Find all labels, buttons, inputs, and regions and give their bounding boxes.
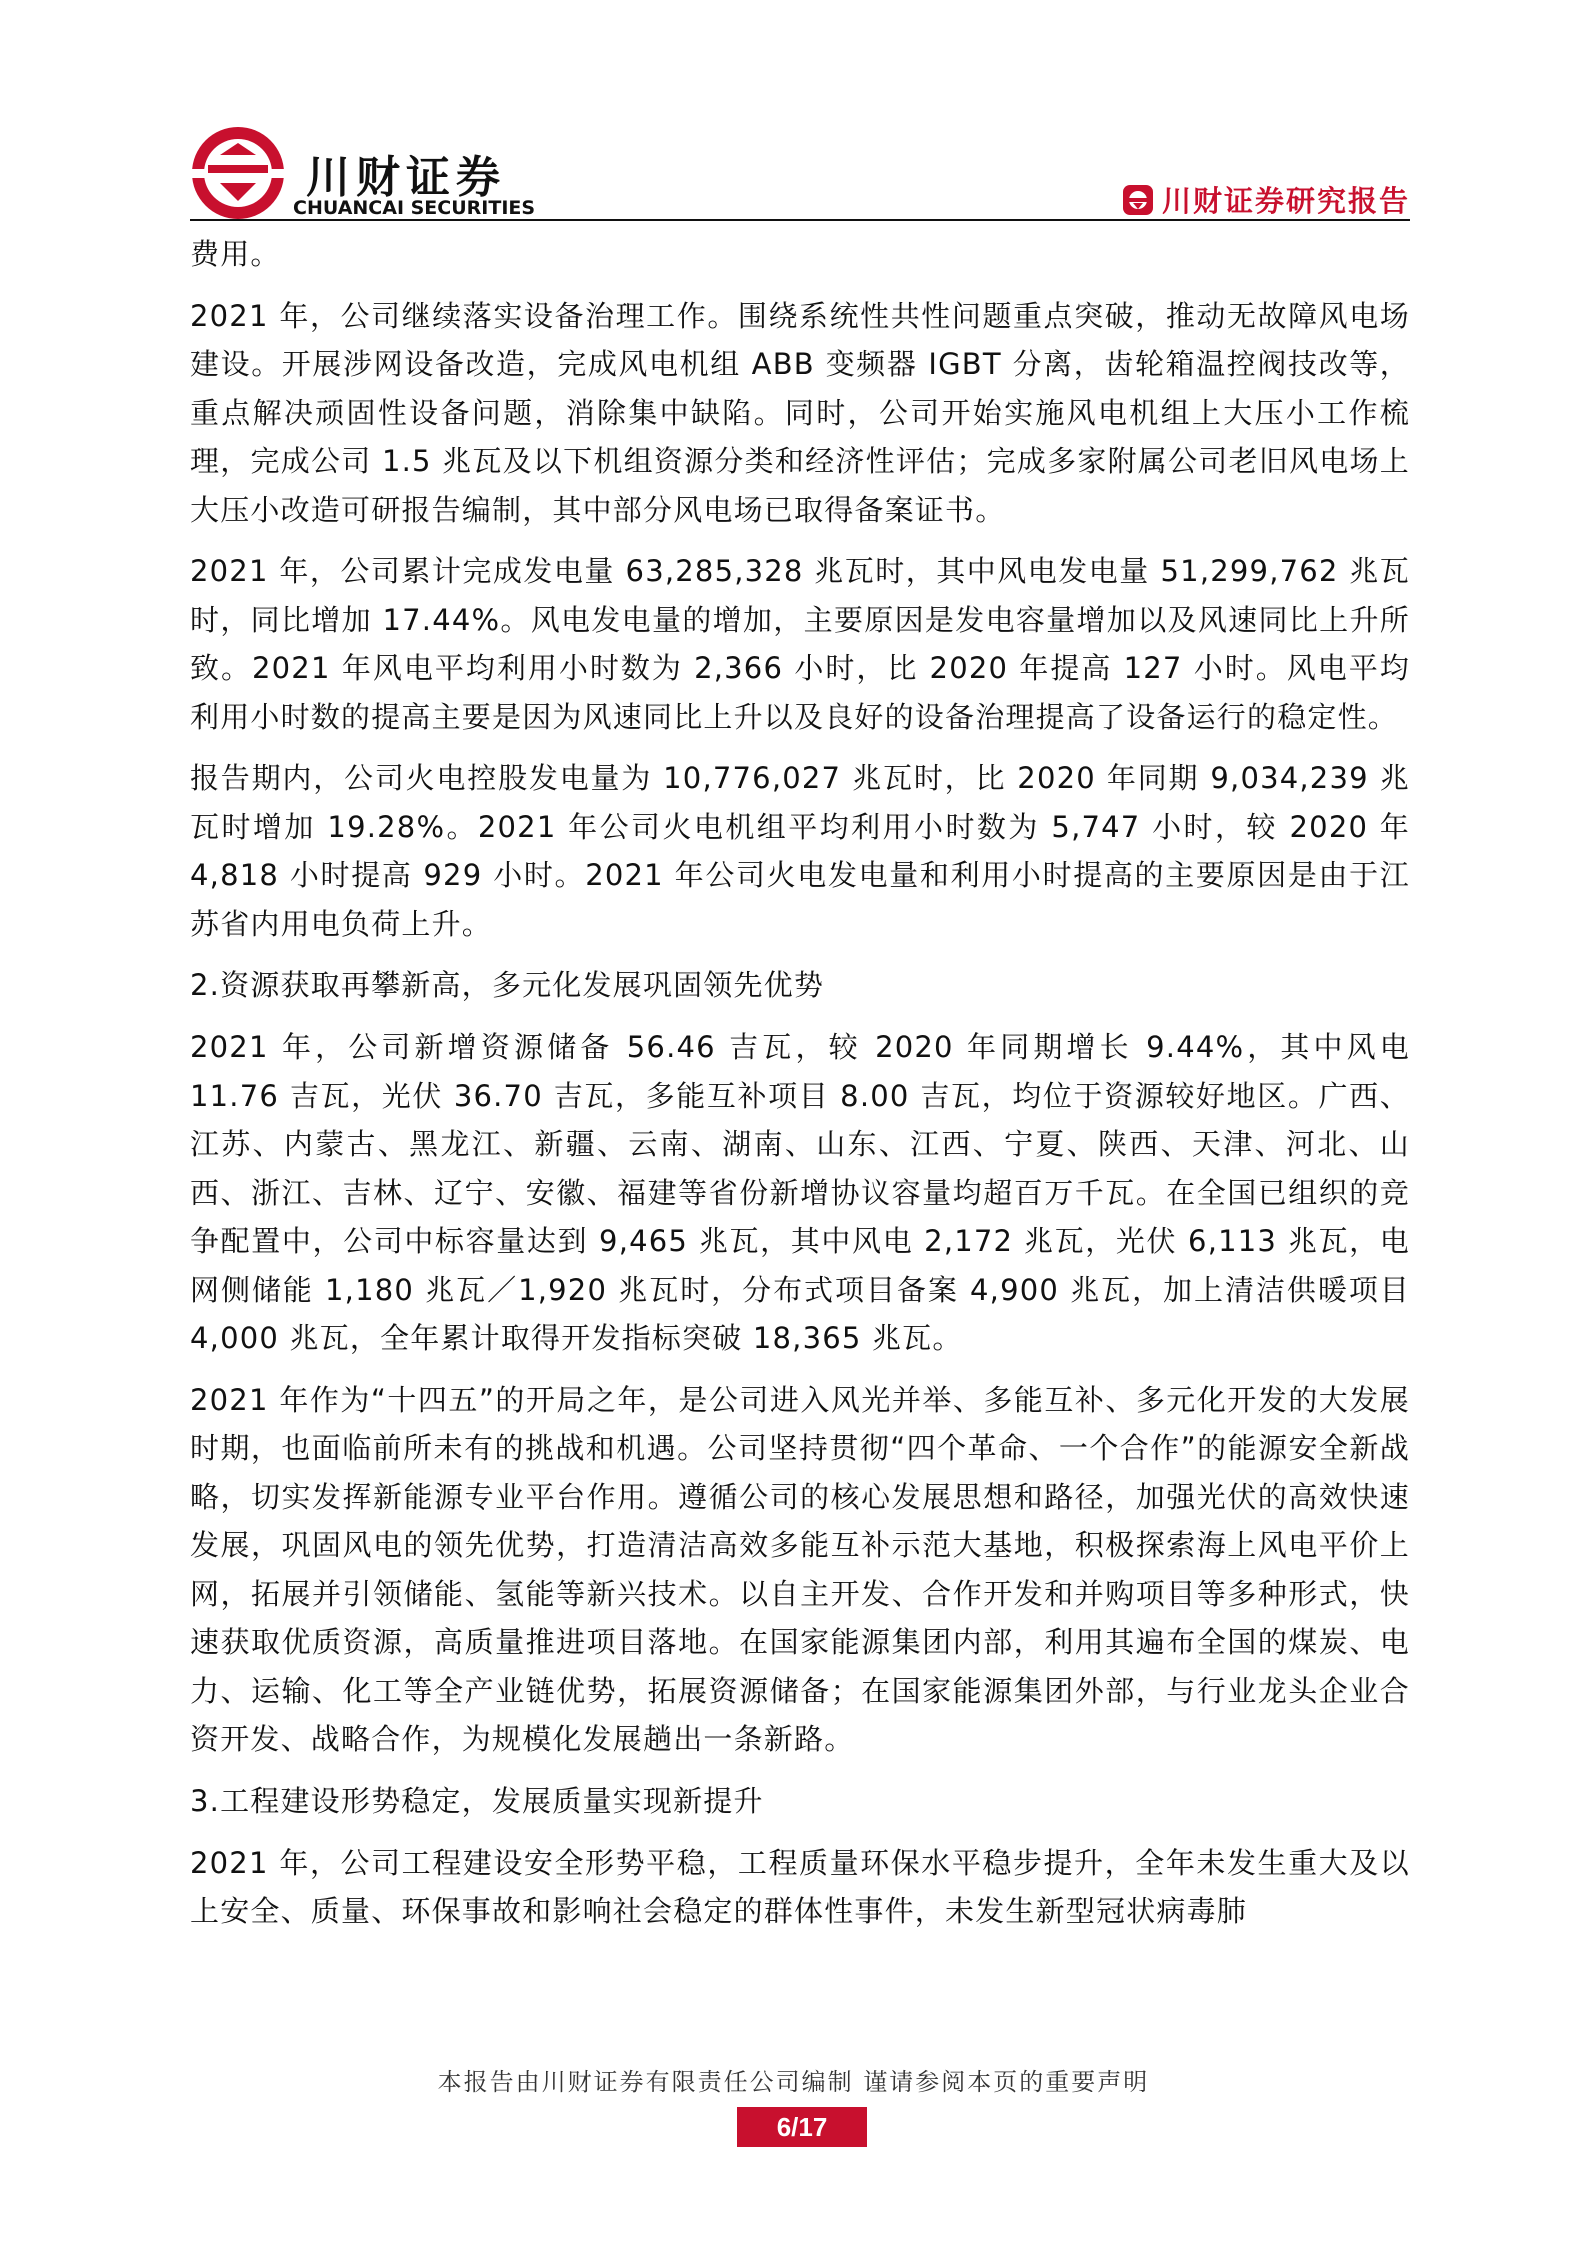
paragraph: 2021 年，公司新增资源储备 56.46 吉瓦，较 2020 年同期增长 9.44%，其中风电 11.76 吉瓦，光伏 36.70 吉瓦，多能互补项目 8.00 吉瓦，均位于资源较好地区。广西、江苏、内蒙古、黑龙江、新疆、云南、湖南、山东、江西、宁夏、陕西、天津、河北、山西、浙江、吉林、辽宁、安徽、福建等省份新增协议容量均超百万千瓦。在全国已组织的竞争配置中，公司中标容量达到 9,465 兆瓦，其中风电 2,172 兆瓦，光伏 6,113 兆瓦，电网侧储能 1,180 兆瓦／1,920 兆瓦时，分布式项目备案 4,900 兆瓦，加上清洁供暖项目 4,000 兆瓦，全年累计取得开发指标突破 18,365 兆瓦。 <box>190 1030 1410 1355</box>
report-body <box>190 230 1410 1949</box>
paragraph: 2021 年，公司工程建设安全形势平稳，工程质量环保水平稳步提升，全年未发生重大及以上安全、质量、环保事故和影响社会稳定的群体性事件，未发生新型冠状病毒肺 <box>190 1845 1410 1928</box>
header-divider <box>190 219 1410 221</box>
paragraph: 2021 年，公司累计完成发电量 63,285,328 兆瓦时，其中风电发电量 51,299,762 兆瓦时，同比增加 17.44%。风电发电量的增加，主要原因是发电容量增加以及风速同比上升所致。2021 年风电平均利用小时数为 2,366 小时，比 2020 年提高 127 小时。风电平均利用小时数的提高主要是因为风速同比上升以及良好的设备治理提高了设备运行的稳定性。 <box>190 554 1410 734</box>
section-heading: 2.资源获取再攀新高，多元化发展巩固领先优势 <box>190 968 825 1002</box>
paragraph: 2021 年作为“十四五”的开局之年，是公司进入风光并举、多能互补、多元化开发的大发展时期，也面临前所未有的挑战和机遇。公司坚持贯彻“四个革命、一个合作”的能源安全新战略，切实发挥新能源专业平台作用。遵循公司的核心发展思想和路径，加强光伏的高效快速发展，巩固风电的领先优势，打造清洁高效多能互补示范大基地，积极探索海上风电平价上网，拓展并引领储能、氢能等新兴技术。以自主开发、合作开发和并购项目等多种形式，快速获取优质资源，高质量推进项目落地。在国家能源集团内部，利用其遍布全国的煤炭、电力、运输、化工等全产业链优势，拓展资源储备；在国家能源集团外部，与行业龙头企业合资开发、战略合作，为规模化发展趟出一条新路。 <box>190 1382 1410 1756</box>
logo-text-cn: 川财证券 <box>306 152 506 203</box>
report-label-text: 川财证券研究报告 <box>1161 184 1410 218</box>
paragraph: 报告期内，公司火电控股发电量为 10,776,027 兆瓦时，比 2020 年同期 9,034,239 兆瓦时增加 19.28%。2021 年公司火电机组平均利用小时数为 5,747 小时，较 2020 年 4,818 小时提高 929 小时。2021 年公司火电发电量和利用小时提高的主要原因是由于江苏省内用电负荷上升。 <box>190 761 1410 941</box>
section-heading: 3.工程建设形势稳定，发展质量实现新提升 <box>190 1783 764 1818</box>
page-number: 6/17 <box>737 2107 867 2147</box>
report-label <box>1122 179 1410 220</box>
paragraph: 费用。 <box>190 237 281 271</box>
paragraph: 2021 年，公司继续落实设备治理工作。围绕系统性共性问题重点突破，推动无故障风电场建设。开展涉网设备改造，完成风电机组 ABB 变频器 IGBT 分离，齿轮箱温控阀技改等，重点解决顽固性设备问题，消除集中缺陷。同时，公司开始实施风电机组上大压小工作梳理，完成公司 1.5 兆瓦及以下机组资源分类和经济性评估；完成多家附属公司老旧风电场上大压小改造可研报告编制，其中部分风电场已取得备案证书。 <box>190 298 1410 527</box>
footer-disclaimer: 本报告由川财证券有限责任公司编制 谨请参阅本页的重要声明 <box>437 2068 1150 2096</box>
page-header <box>190 115 1410 223</box>
chuancai-logo-icon <box>190 125 286 221</box>
logo-text-en: CHUANCAI SECURITIES <box>293 197 536 219</box>
chuancai-mini-logo-icon <box>1122 184 1154 216</box>
